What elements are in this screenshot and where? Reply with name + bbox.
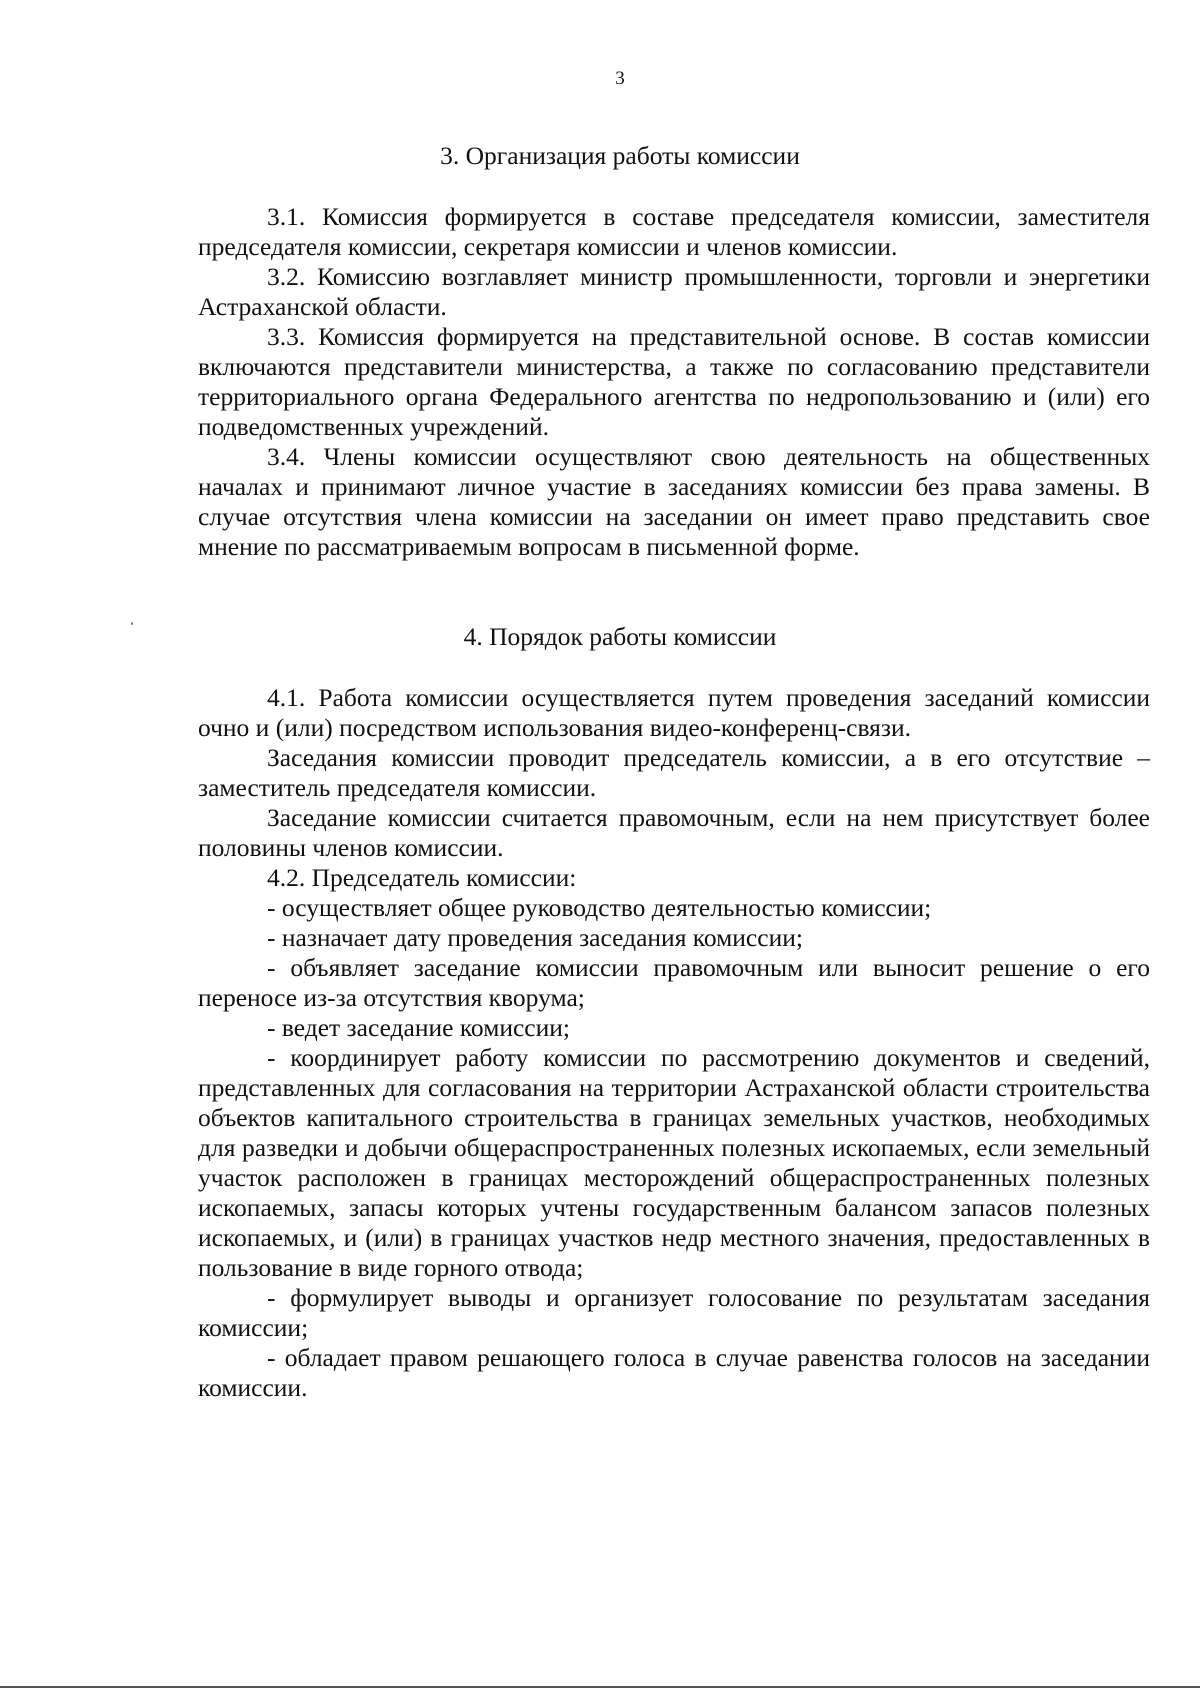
paragraph-3-1: 3.1. Комиссия формируется в составе председателя комиссии, заместителя председателя комиссии, секретаря комиссии и членов комиссии. [198, 202, 1150, 261]
section-3-body [198, 202, 1150, 562]
list-item: - назначает дату проведения заседания комиссии; [267, 923, 803, 952]
list-item: - объявляет заседание комиссии правомочным или выносит решение о его переносе из-за отсутствия кворума; [198, 953, 1150, 1012]
paragraph-3-3: 3.3. Комиссия формируется на представительной основе. В состав комиссии включаются представители министерства, а также по согласованию представители территориального органа Федерального агентства по недропользованию и (или) его подведомственных учреждений. [198, 322, 1150, 441]
paragraph-4-1-chair: Заседания комиссии проводит председатель комиссии, а в его отсутствие – заместитель председателя комиссии. [198, 743, 1150, 802]
list-item: - осуществляет общее руководство деятельностью комиссии; [267, 893, 932, 922]
list-item: - координирует работу комиссии по рассмотрению документов и сведений, представленных для согласования на территории Астраханской области строительства объектов капитального строительства в границах земельных участков, необходимых для разведки и добычи общераспространенных полезных ископаемых, если земельный участок расположен в границах месторождений общераспространенных полезных ископаемых, запасы которых учтены государственным балансом запасов полезных ископаемых, и (или) в границах участков недр местного значения, предоставленных в пользование в виде горного отвода; [198, 1043, 1150, 1282]
scan-edge-line [0, 1686, 1200, 1688]
section-4-title: 4. Порядок работы комиссии [463, 622, 777, 651]
list-item: - обладает правом решающего голоса в случае равенства голосов на заседании комиссии. [198, 1343, 1150, 1402]
page-number: 3 [615, 68, 625, 89]
list-item: - ведет заседание комиссии; [267, 1013, 570, 1042]
list-item: - формулирует выводы и организует голосование по результатам заседания комиссии; [198, 1283, 1150, 1342]
paragraph-4-1: 4.1. Работа комиссии осуществляется путем проведения заседаний комиссии очно и (или) посредством использования видео-конференц-связи. [198, 683, 1150, 742]
paragraph-4-1-quorum: Заседание комиссии считается правомочным, если на нем присутствует более половины членов комиссии. [198, 803, 1150, 862]
section-3-title: 3. Организация работы комиссии [440, 141, 800, 170]
scan-speck [131, 622, 133, 625]
paragraph-3-2: 3.2. Комиссию возглавляет министр промышленности, торговли и энергетики Астраханской области. [198, 262, 1150, 321]
section-4-body [198, 683, 1150, 1403]
paragraph-3-4: 3.4. Члены комиссии осуществляют свою деятельность на общественных началах и принимают личное участие в заседаниях комиссии без права замены. В случае отсутствия члена комиссии на заседании он имеет право представить свое мнение по рассматриваемым вопросам в письменной форме. [198, 442, 1150, 561]
paragraph-4-2: 4.2. Председатель комиссии: [267, 863, 577, 892]
